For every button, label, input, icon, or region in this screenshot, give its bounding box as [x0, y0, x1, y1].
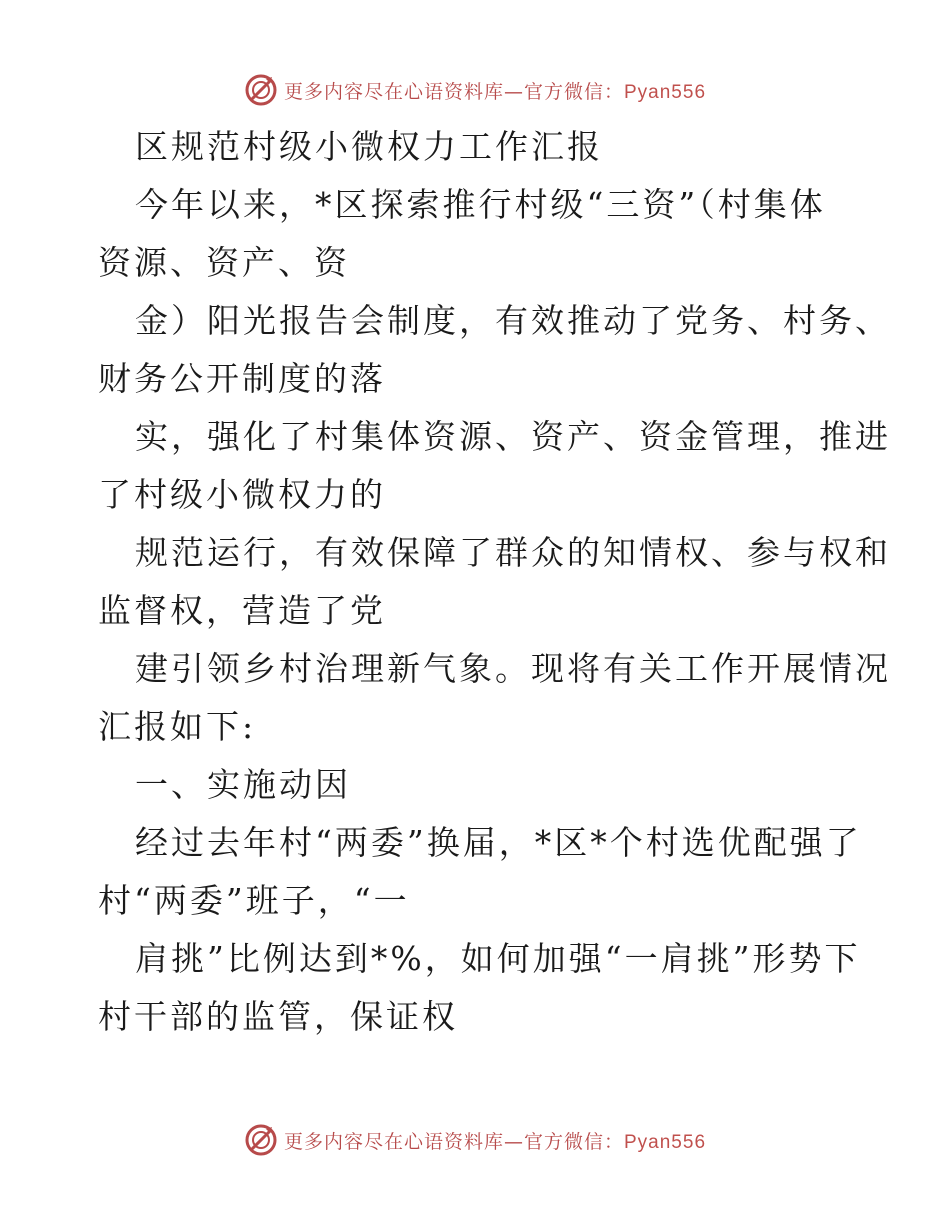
document-body: [98, 118, 891, 1046]
text-line: 一、实施动因: [135, 765, 351, 804]
text-line: 监督权，营造了党: [98, 591, 386, 630]
text-line: 肩挑”比例达到*%，如何加强“一肩挑”形势下: [135, 939, 861, 978]
header-brand-text: 更多内容尽在心语资料库: [283, 80, 504, 103]
text-line: 村“两委”班子，“一: [98, 881, 410, 920]
text-line: 资源、资产、资: [98, 243, 350, 282]
header-banner: [0, 70, 950, 110]
header-wechat-label: 官方微信：: [523, 80, 624, 103]
header-separator: —: [503, 80, 524, 103]
footer-wechat-label: 官方微信：: [523, 1130, 624, 1153]
text-line: 了村级小微权力的: [98, 475, 386, 514]
text-line: 村干部的监管，保证权: [98, 997, 458, 1036]
text-line: 今年以来，*区探索推行村级“三资”（村集体: [135, 185, 826, 224]
text-line: 区规范村级小微权力工作汇报: [135, 127, 603, 166]
brand-logo-icon: [244, 73, 278, 107]
text-line: 经过去年村“两委”换届，*区*个村选优配强了: [135, 823, 862, 862]
text-line: 财务公开制度的落: [98, 359, 386, 398]
text-line: 金）阳光报告会制度，有效推动了党务、村务、: [135, 301, 891, 340]
brand-logo-icon: [244, 1123, 278, 1157]
footer-separator: —: [503, 1130, 524, 1153]
footer-banner: [0, 1120, 950, 1160]
text-line: 建引领乡村治理新气象。现将有关工作开展情况: [135, 649, 891, 688]
footer-wechat-id: Pyan556: [624, 1131, 707, 1153]
text-line: 汇报如下:: [98, 707, 257, 746]
text-line: 实，强化了村集体资源、资产、资金管理，推进: [135, 417, 891, 456]
text-line: 规范运行，有效保障了群众的知情权、参与权和: [135, 533, 891, 572]
header-wechat-id: Pyan556: [624, 81, 707, 103]
footer-brand-text: 更多内容尽在心语资料库: [283, 1130, 504, 1153]
